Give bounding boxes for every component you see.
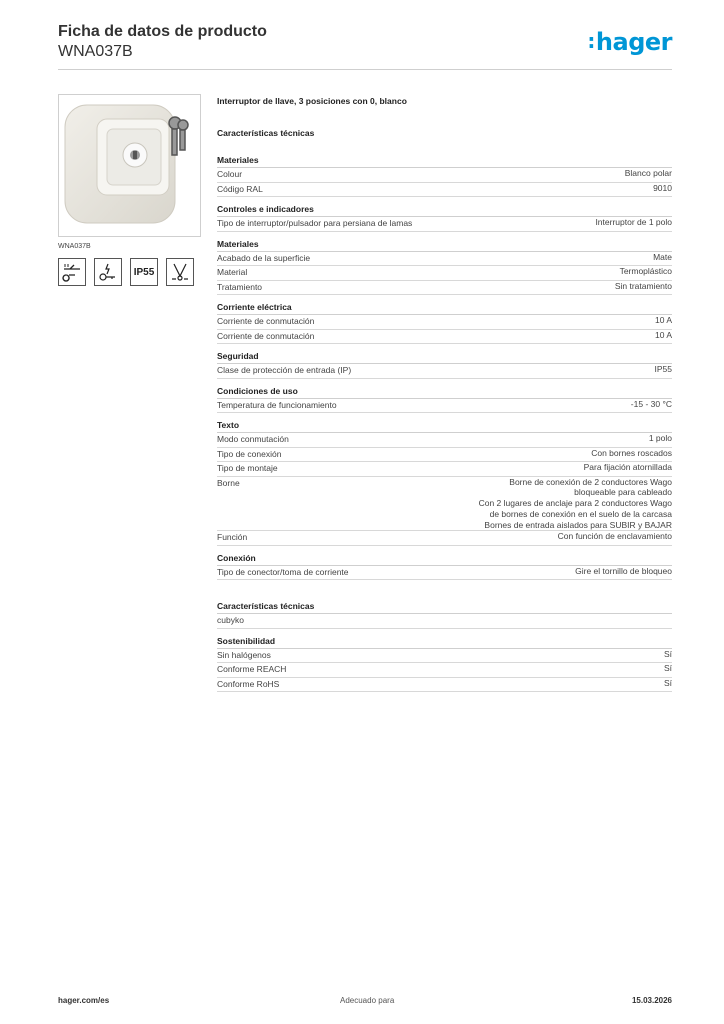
- page-header: [58, 22, 672, 70]
- spec-value-line: bloqueable para cableado: [574, 487, 672, 498]
- spec-sections: [217, 154, 672, 580]
- spec-value: [479, 477, 672, 531]
- spec-label: cubyko: [217, 615, 244, 626]
- spec-section: [217, 203, 672, 232]
- spec-value-line: Borne de conexión de 2 conductores Wago: [509, 476, 672, 487]
- spec-row: [217, 531, 672, 546]
- product-description: Interruptor de llave, 3 posiciones con 0, blanco: [217, 96, 407, 106]
- spec-label: Acabado de la superficie: [217, 252, 311, 263]
- image-caption: WNA037B: [58, 243, 91, 250]
- spec-section: [217, 238, 672, 296]
- spec-row: [217, 183, 672, 198]
- spec-section: [217, 154, 672, 197]
- spec-row: [217, 252, 672, 267]
- section-title: Sostenibilidad: [217, 635, 672, 649]
- spec-value: [584, 462, 672, 473]
- spec-row: [217, 678, 672, 693]
- spec-value-line: Bornes de entrada aislados para SUBIR y BAJAR: [484, 519, 672, 530]
- spec-value: [595, 217, 672, 228]
- spec-value: [620, 266, 672, 277]
- section-title: Materiales: [217, 154, 672, 168]
- spec-section: [217, 552, 672, 581]
- spec-value: [615, 281, 672, 292]
- spec-label: Tipo de conexión: [217, 448, 282, 459]
- section-title: Corriente eléctrica: [217, 301, 672, 315]
- spec-value-line: 10 A: [654, 329, 672, 340]
- section-title: Conexión: [217, 552, 672, 566]
- spec-label: Modo conmutación: [217, 434, 289, 444]
- spec-value: [625, 168, 672, 179]
- spec-row: [217, 364, 672, 379]
- spec-value-line: Con bornes roscados: [591, 447, 672, 458]
- spec-row: [217, 399, 672, 414]
- spec-value-line: Sí: [663, 648, 672, 659]
- spec-label: Tipo de conector/toma de corriente: [217, 566, 349, 577]
- spec-label: Corriente de conmutación: [217, 316, 315, 326]
- spec-value: [664, 678, 672, 689]
- spec-label: Corriente de conmutación: [217, 330, 315, 341]
- spec-row: [217, 281, 672, 296]
- spec-label: Conforme RoHS: [217, 678, 280, 689]
- document-title: Ficha de datos de producto: [58, 23, 267, 40]
- specs-heading: Características técnicas: [217, 128, 315, 138]
- spec-section: [217, 385, 672, 414]
- spec-value: [558, 531, 672, 542]
- spec-value-line: Termoplástico: [619, 266, 672, 276]
- spec-value-line: Con función de enclavamiento: [557, 531, 672, 542]
- wiring-symbol-icon: [166, 258, 194, 286]
- spec-value-line: Gire el tornillo de bloqueo: [575, 565, 672, 576]
- spec-row: [217, 477, 672, 532]
- spec-value: [653, 252, 672, 263]
- spec-row: [217, 649, 672, 664]
- section-title: Seguridad: [217, 350, 672, 364]
- spec-row: [217, 566, 672, 581]
- spec-section: [217, 301, 672, 344]
- spec-section: [217, 635, 672, 693]
- section-title: Controles e indicadores: [217, 203, 672, 217]
- spec-label: Temperatura de funcionamiento: [217, 399, 337, 410]
- spec-row: [217, 168, 672, 183]
- spec-label: Conforme REACH: [217, 664, 287, 675]
- product-image: [58, 94, 201, 237]
- section-title: Condiciones de uso: [217, 385, 672, 399]
- spec-section: [217, 350, 672, 379]
- spec-value: [664, 649, 672, 660]
- spec-value-line: 9010: [653, 182, 672, 193]
- spec-row: [217, 217, 672, 232]
- footer-website: hager.com/es: [58, 996, 110, 1005]
- spec-value-line: 1 polo: [648, 433, 672, 443]
- product-code: WNA037B: [58, 43, 133, 60]
- spec-label: Sin halógenos: [217, 649, 271, 660]
- key-switch-symbol-icon: [94, 258, 122, 286]
- spec-label: Código RAL: [217, 183, 263, 194]
- spec-value-line: Sí: [663, 677, 672, 688]
- key-switch-illustration: [59, 95, 200, 236]
- spec-row: [217, 663, 672, 678]
- specifications: [217, 96, 672, 692]
- spec-label: Clase de protección de entrada (IP): [217, 365, 352, 375]
- switch-symbol-icon: [58, 258, 86, 286]
- spec-section: [217, 419, 672, 546]
- spec-row: [217, 266, 672, 281]
- spec-value: [655, 364, 673, 375]
- spec-value: [575, 566, 672, 577]
- spec-label: Colour: [217, 169, 243, 179]
- spec-label: Material: [217, 267, 248, 277]
- section-title: Características técnicas: [217, 600, 672, 614]
- product-sidebar: [58, 94, 201, 286]
- section-title: Texto: [217, 419, 672, 433]
- spec-value-line: Para fijación atornillada: [583, 462, 672, 472]
- spec-value-line: Interruptor de 1 polo: [595, 217, 672, 227]
- footer-date: 15.03.2026: [631, 996, 672, 1005]
- spec-value-line: Sin tratamiento: [614, 280, 672, 291]
- spec-value: [649, 433, 672, 444]
- spec-value-line: Sí: [663, 663, 672, 674]
- spec-section: [217, 600, 672, 629]
- spec-value-line: Mate: [653, 251, 672, 262]
- spec-row: [217, 462, 672, 477]
- spec-value-line: 10 A: [654, 315, 672, 325]
- spec-label: Tipo de interruptor/pulsador para persiana de lamas: [217, 218, 413, 228]
- spec-value: [655, 330, 672, 341]
- spec-label: Función: [217, 532, 248, 543]
- spec-sections-extra: [217, 600, 672, 692]
- spec-value-line: Con 2 lugares de anclaje para 2 conductores Wago: [478, 498, 672, 509]
- section-title: Materiales: [217, 238, 672, 252]
- spec-value-line: Blanco polar: [624, 168, 672, 178]
- spec-value: [655, 315, 672, 326]
- spec-row: [217, 433, 672, 448]
- spec-label: Borne: [217, 477, 240, 488]
- ip55-icon: IP55: [130, 258, 158, 286]
- spec-value: [653, 183, 672, 194]
- spec-row: [217, 614, 672, 629]
- spec-label: Tipo de montaje: [217, 463, 278, 473]
- spec-row: [217, 315, 672, 330]
- spec-value: [591, 448, 672, 459]
- spec-value-line: IP55: [654, 364, 672, 374]
- hager-logo: :hager: [587, 28, 672, 56]
- spec-value: [664, 663, 672, 674]
- footer-note: Adecuado para: [340, 996, 395, 1005]
- spec-label: Tratamiento: [217, 281, 263, 292]
- property-icons: [58, 258, 201, 286]
- spec-value: [631, 399, 672, 410]
- spec-value-line: de bornes de conexión en el suelo de la carcasa: [489, 508, 672, 519]
- spec-value-line: -15 - 30 °C: [630, 398, 672, 409]
- spec-row: [217, 330, 672, 345]
- spec-row: [217, 448, 672, 463]
